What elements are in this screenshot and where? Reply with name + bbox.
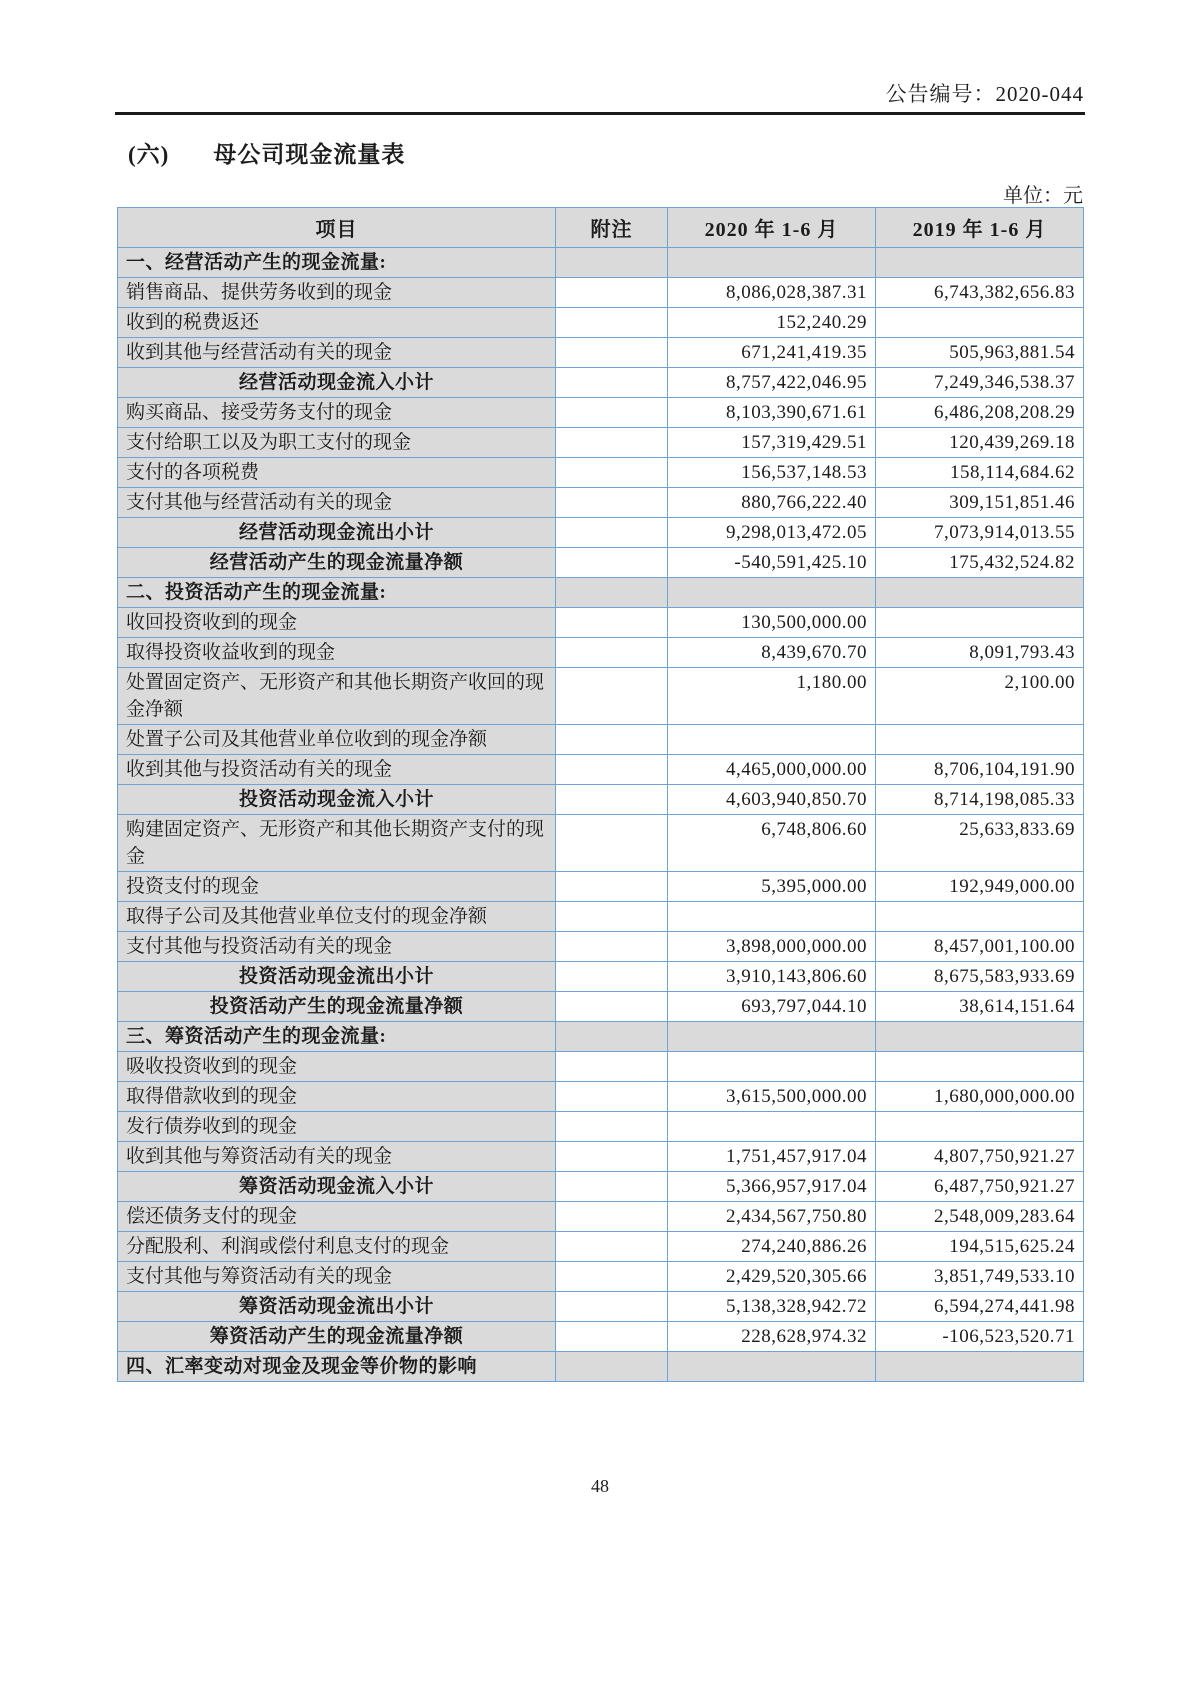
col-header-2: 2020 年 1-6 月 xyxy=(668,208,876,248)
value-2020-cell: 8,757,422,046.95 xyxy=(668,368,876,398)
value-2020-cell: 3,898,000,000.00 xyxy=(668,932,876,962)
table-row xyxy=(118,428,1084,458)
table-row xyxy=(118,992,1084,1022)
note-cell xyxy=(556,638,668,668)
value-2020-cell: 693,797,044.10 xyxy=(668,992,876,1022)
value-2019-cell xyxy=(876,1352,1084,1382)
item-cell: 发行债券收到的现金 xyxy=(118,1112,556,1142)
value-2019-cell xyxy=(876,725,1084,755)
value-2020-cell: 8,086,028,387.31 xyxy=(668,278,876,308)
table-row xyxy=(118,668,1084,725)
item-cell: 支付其他与投资活动有关的现金 xyxy=(118,932,556,962)
value-2019-cell: 192,949,000.00 xyxy=(876,872,1084,902)
note-cell xyxy=(556,1292,668,1322)
note-cell xyxy=(556,962,668,992)
note-cell xyxy=(556,338,668,368)
note-cell xyxy=(556,518,668,548)
value-2020-cell: 5,138,328,942.72 xyxy=(668,1292,876,1322)
item-cell: 收到其他与筹资活动有关的现金 xyxy=(118,1142,556,1172)
item-cell: 投资活动现金流出小计 xyxy=(118,962,556,992)
table-header-row xyxy=(118,208,1084,248)
note-cell xyxy=(556,458,668,488)
item-cell: 取得子公司及其他营业单位支付的现金净额 xyxy=(118,902,556,932)
item-cell: 投资支付的现金 xyxy=(118,872,556,902)
item-cell: 取得借款收到的现金 xyxy=(118,1082,556,1112)
value-2019-cell: 2,100.00 xyxy=(876,668,1084,725)
value-2019-cell: 309,151,851.46 xyxy=(876,488,1084,518)
value-2019-cell: 120,439,269.18 xyxy=(876,428,1084,458)
note-cell xyxy=(556,1322,668,1352)
note-cell xyxy=(556,1142,668,1172)
table-body xyxy=(118,248,1084,1382)
note-cell xyxy=(556,308,668,338)
value-2020-cell: 5,366,957,917.04 xyxy=(668,1172,876,1202)
value-2019-cell: 175,432,524.82 xyxy=(876,548,1084,578)
table-row xyxy=(118,1142,1084,1172)
value-2020-cell: 3,910,143,806.60 xyxy=(668,962,876,992)
value-2020-cell: -540,591,425.10 xyxy=(668,548,876,578)
table-row xyxy=(118,638,1084,668)
note-cell xyxy=(556,1112,668,1142)
item-cell: 收到的税费返还 xyxy=(118,308,556,338)
value-2020-cell xyxy=(668,1112,876,1142)
table-row xyxy=(118,308,1084,338)
col-header-1: 附注 xyxy=(556,208,668,248)
item-cell: 筹资活动现金流入小计 xyxy=(118,1172,556,1202)
value-2020-cell: 6,748,806.60 xyxy=(668,815,876,872)
cash-flow-table xyxy=(117,207,1084,1382)
value-2020-cell: 8,103,390,671.61 xyxy=(668,398,876,428)
note-cell xyxy=(556,815,668,872)
section-row xyxy=(118,578,1084,608)
item-cell: 购建固定资产、无形资产和其他长期资产支付的现金 xyxy=(118,815,556,872)
value-2019-cell: 6,594,274,441.98 xyxy=(876,1292,1084,1322)
item-cell: 支付其他与筹资活动有关的现金 xyxy=(118,1262,556,1292)
table-row xyxy=(118,398,1084,428)
table-row xyxy=(118,548,1084,578)
table-row xyxy=(118,1052,1084,1082)
value-2019-cell xyxy=(876,1022,1084,1052)
value-2020-cell: 9,298,013,472.05 xyxy=(668,518,876,548)
value-2019-cell: 3,851,749,533.10 xyxy=(876,1262,1084,1292)
table-row xyxy=(118,368,1084,398)
item-cell: 投资活动产生的现金流量净额 xyxy=(118,992,556,1022)
item-cell: 筹资活动现金流出小计 xyxy=(118,1292,556,1322)
item-cell: 分配股利、利润或偿付利息支付的现金 xyxy=(118,1232,556,1262)
value-2020-cell: 1,180.00 xyxy=(668,668,876,725)
value-2020-cell xyxy=(668,725,876,755)
item-cell: 投资活动现金流入小计 xyxy=(118,785,556,815)
note-cell xyxy=(556,902,668,932)
section-row xyxy=(118,1022,1084,1052)
value-2020-cell: 671,241,419.35 xyxy=(668,338,876,368)
table-row xyxy=(118,1262,1084,1292)
value-2020-cell: 2,434,567,750.80 xyxy=(668,1202,876,1232)
item-cell: 处置子公司及其他营业单位收到的现金净额 xyxy=(118,725,556,755)
section-row xyxy=(118,1352,1084,1382)
table-row xyxy=(118,725,1084,755)
table-row xyxy=(118,815,1084,872)
table-row xyxy=(118,1232,1084,1262)
value-2019-cell xyxy=(876,248,1084,278)
value-2019-cell: 38,614,151.64 xyxy=(876,992,1084,1022)
table-row xyxy=(118,1322,1084,1352)
value-2020-cell: 8,439,670.70 xyxy=(668,638,876,668)
value-2020-cell: 4,465,000,000.00 xyxy=(668,755,876,785)
item-cell: 三、筹资活动产生的现金流量: xyxy=(118,1022,556,1052)
value-2020-cell: 1,751,457,917.04 xyxy=(668,1142,876,1172)
page-number: 48 xyxy=(591,1476,609,1496)
item-cell: 销售商品、提供劳务收到的现金 xyxy=(118,278,556,308)
value-2019-cell xyxy=(876,608,1084,638)
item-cell: 收回投资收到的现金 xyxy=(118,608,556,638)
value-2020-cell xyxy=(668,578,876,608)
note-cell xyxy=(556,368,668,398)
item-cell: 一、经营活动产生的现金流量: xyxy=(118,248,556,278)
value-2020-cell xyxy=(668,1022,876,1052)
value-2019-cell: -106,523,520.71 xyxy=(876,1322,1084,1352)
value-2019-cell: 8,675,583,933.69 xyxy=(876,962,1084,992)
value-2019-cell: 8,457,001,100.00 xyxy=(876,932,1084,962)
value-2019-cell xyxy=(876,1112,1084,1142)
note-cell xyxy=(556,668,668,725)
note-cell xyxy=(556,548,668,578)
value-2019-cell: 1,680,000,000.00 xyxy=(876,1082,1084,1112)
section-row xyxy=(118,248,1084,278)
note-cell xyxy=(556,1172,668,1202)
note-cell xyxy=(556,1232,668,1262)
table-row xyxy=(118,932,1084,962)
value-2019-cell xyxy=(876,578,1084,608)
value-2020-cell xyxy=(668,1052,876,1082)
value-2019-cell xyxy=(876,1052,1084,1082)
table-row xyxy=(118,872,1084,902)
unit-label: 单位：元 xyxy=(1003,185,1083,207)
section-heading-index: (六) xyxy=(128,142,170,167)
note-cell xyxy=(556,1052,668,1082)
note-cell xyxy=(556,785,668,815)
table-row xyxy=(118,608,1084,638)
item-cell: 四、汇率变动对现金及现金等价物的影响 xyxy=(118,1352,556,1382)
table-row xyxy=(118,755,1084,785)
value-2020-cell: 880,766,222.40 xyxy=(668,488,876,518)
note-cell xyxy=(556,488,668,518)
value-2020-cell: 2,429,520,305.66 xyxy=(668,1262,876,1292)
table-row xyxy=(118,458,1084,488)
col-header-0: 项目 xyxy=(118,208,556,248)
item-cell: 购买商品、接受劳务支付的现金 xyxy=(118,398,556,428)
value-2020-cell: 152,240.29 xyxy=(668,308,876,338)
value-2019-cell: 7,249,346,538.37 xyxy=(876,368,1084,398)
item-cell: 经营活动现金流入小计 xyxy=(118,368,556,398)
table-row xyxy=(118,785,1084,815)
section-heading xyxy=(128,136,405,169)
item-cell: 偿还债务支付的现金 xyxy=(118,1202,556,1232)
item-cell: 支付给职工以及为职工支付的现金 xyxy=(118,428,556,458)
value-2019-cell: 505,963,881.54 xyxy=(876,338,1084,368)
value-2020-cell: 157,319,429.51 xyxy=(668,428,876,458)
note-cell xyxy=(556,725,668,755)
value-2019-cell: 6,743,382,656.83 xyxy=(876,278,1084,308)
note-cell xyxy=(556,872,668,902)
item-cell: 吸收投资收到的现金 xyxy=(118,1052,556,1082)
table-row xyxy=(118,338,1084,368)
item-cell: 处置固定资产、无形资产和其他长期资产收回的现金净额 xyxy=(118,668,556,725)
note-cell xyxy=(556,1082,668,1112)
item-cell: 支付的各项税费 xyxy=(118,458,556,488)
value-2020-cell: 156,537,148.53 xyxy=(668,458,876,488)
note-cell xyxy=(556,578,668,608)
value-2020-cell: 228,628,974.32 xyxy=(668,1322,876,1352)
table-row xyxy=(118,1172,1084,1202)
value-2019-cell: 25,633,833.69 xyxy=(876,815,1084,872)
table-row xyxy=(118,488,1084,518)
value-2019-cell: 158,114,684.62 xyxy=(876,458,1084,488)
value-2019-cell: 7,073,914,013.55 xyxy=(876,518,1084,548)
item-cell: 取得投资收益收到的现金 xyxy=(118,638,556,668)
table-row xyxy=(118,1112,1084,1142)
note-cell xyxy=(556,1262,668,1292)
value-2019-cell: 8,706,104,191.90 xyxy=(876,755,1084,785)
note-cell xyxy=(556,1352,668,1382)
section-heading-title: 母公司现金流量表 xyxy=(213,142,406,167)
value-2020-cell: 3,615,500,000.00 xyxy=(668,1082,876,1112)
header-rule xyxy=(115,112,1085,115)
table-row xyxy=(118,962,1084,992)
table-row xyxy=(118,518,1084,548)
note-cell xyxy=(556,992,668,1022)
table-row xyxy=(118,1202,1084,1232)
value-2019-cell xyxy=(876,902,1084,932)
table-row xyxy=(118,902,1084,932)
note-cell xyxy=(556,932,668,962)
item-cell: 经营活动产生的现金流量净额 xyxy=(118,548,556,578)
item-cell: 经营活动现金流出小计 xyxy=(118,518,556,548)
item-cell: 二、投资活动产生的现金流量: xyxy=(118,578,556,608)
table-row xyxy=(118,278,1084,308)
col-header-3: 2019 年 1-6 月 xyxy=(876,208,1084,248)
value-2019-cell xyxy=(876,308,1084,338)
value-2019-cell: 2,548,009,283.64 xyxy=(876,1202,1084,1232)
item-cell: 筹资活动产生的现金流量净额 xyxy=(118,1322,556,1352)
value-2019-cell: 6,487,750,921.27 xyxy=(876,1172,1084,1202)
value-2019-cell: 4,807,750,921.27 xyxy=(876,1142,1084,1172)
announcement-number: 公告编号：2020-044 xyxy=(885,82,1084,106)
value-2020-cell: 274,240,886.26 xyxy=(668,1232,876,1262)
value-2020-cell: 4,603,940,850.70 xyxy=(668,785,876,815)
note-cell xyxy=(556,1022,668,1052)
note-cell xyxy=(556,248,668,278)
value-2019-cell: 8,714,198,085.33 xyxy=(876,785,1084,815)
value-2020-cell: 5,395,000.00 xyxy=(668,872,876,902)
note-cell xyxy=(556,398,668,428)
table-row xyxy=(118,1082,1084,1112)
value-2020-cell: 130,500,000.00 xyxy=(668,608,876,638)
note-cell xyxy=(556,278,668,308)
item-cell: 支付其他与经营活动有关的现金 xyxy=(118,488,556,518)
item-cell: 收到其他与投资活动有关的现金 xyxy=(118,755,556,785)
value-2020-cell xyxy=(668,1352,876,1382)
note-cell xyxy=(556,608,668,638)
note-cell xyxy=(556,1202,668,1232)
note-cell xyxy=(556,428,668,458)
table-row xyxy=(118,1292,1084,1322)
value-2019-cell: 8,091,793.43 xyxy=(876,638,1084,668)
value-2020-cell xyxy=(668,902,876,932)
value-2020-cell xyxy=(668,248,876,278)
note-cell xyxy=(556,755,668,785)
value-2019-cell: 194,515,625.24 xyxy=(876,1232,1084,1262)
item-cell: 收到其他与经营活动有关的现金 xyxy=(118,338,556,368)
value-2019-cell: 6,486,208,208.29 xyxy=(876,398,1084,428)
